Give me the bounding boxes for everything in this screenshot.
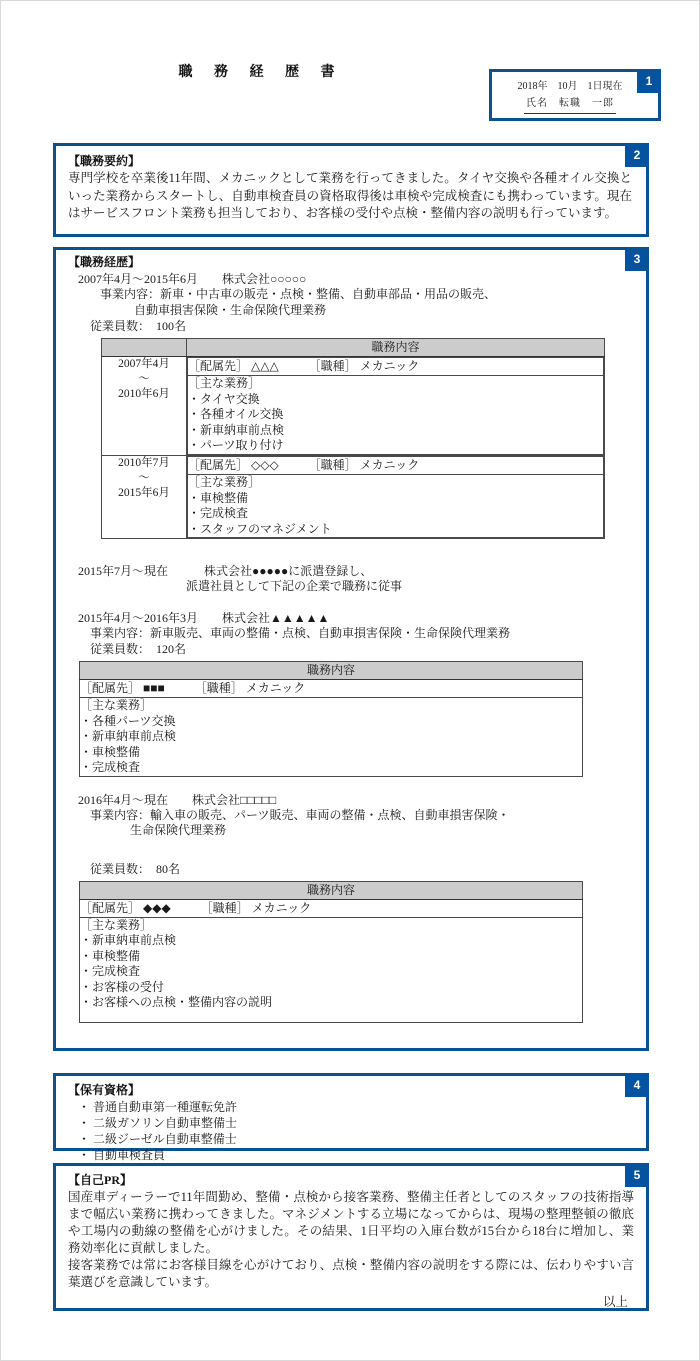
current-date: 2018年 10月 1日現在 bbox=[517, 81, 623, 92]
table-row bbox=[80, 680, 583, 698]
job1-business-line1: 事業内容：新車・中古車の販売・点検・整備、自動車部品・用品の販売、 bbox=[100, 287, 497, 301]
duty-table-header: 職務内容 bbox=[80, 662, 583, 680]
table-row bbox=[102, 456, 605, 539]
section-badge-4: 4 bbox=[625, 1073, 649, 1097]
table-row bbox=[80, 899, 583, 917]
job1-row2-assignment: ［配属先］ ◇◇◇ ［職種］ メカニック bbox=[188, 457, 604, 475]
dispatch-line2: 派遣社員として下記の企業で職務に従事 bbox=[186, 579, 403, 593]
table-row bbox=[102, 357, 605, 456]
job2-duty-table bbox=[79, 661, 583, 777]
dispatch-registration bbox=[68, 563, 636, 595]
job1-business-line2: 自動車損害保険・生命保険代理業務 bbox=[134, 302, 327, 317]
job1-employees: 従業員数： 100名 bbox=[90, 319, 187, 333]
duty-table-header: 職務内容 bbox=[187, 339, 605, 357]
self-pr-paragraph-2: 接客業務では常にお客様目線を心がけており、点検・整備内容の説明をする際には、伝わりやすい言葉選びを意識しています。 bbox=[68, 1258, 634, 1289]
duty-table-corner bbox=[102, 339, 187, 357]
job-summary-section bbox=[53, 143, 649, 237]
task-item: ・完成検査 bbox=[80, 964, 141, 978]
period-tilde: ～ bbox=[138, 472, 150, 484]
list-item: ・ 自動車検査員 bbox=[78, 1148, 166, 1162]
job2-period-company: 2015年4月～2016年3月 株式会社▲▲▲▲▲ bbox=[78, 610, 330, 625]
job3-assignment: ［配属先］ ◆◆◆ ［職種］ メカニック bbox=[80, 899, 583, 917]
period-start: 2010年7月 bbox=[118, 457, 170, 469]
tasks-label: ［主な業務］ bbox=[188, 475, 261, 489]
job1-row2-content bbox=[187, 456, 605, 539]
job1-row1-assignment: ［配属先］ △△△ ［職種］ メカニック bbox=[188, 358, 604, 376]
job1-period-company: 2007年4月～2015年6月 株式会社○○○○○ bbox=[78, 272, 307, 286]
task-item: ・タイヤ交換 bbox=[188, 391, 260, 406]
list-item: ・ 二級ジーゼル自動車整備士 bbox=[78, 1132, 237, 1146]
job3-duty-table bbox=[79, 881, 583, 1023]
job3-period-company: 2016年4月～現在 株式会社□□□□□ bbox=[78, 792, 277, 807]
summary-text: 専門学校を卒業後11年間、メカニックとして業務を行ってきました。タイヤ交換や各種オイル交換といった業務からスタートし、自動車検査員の資格取得後は車検や完成検査にも携わっています。現在はサービスフロント業務も担当しており、お客様の受付や点検・整備内容の説明も行っています。 bbox=[68, 171, 632, 220]
job-entry-3 bbox=[68, 792, 636, 1023]
task-item: ・新車納車前点検 bbox=[80, 729, 177, 743]
section-badge-2: 2 bbox=[625, 143, 649, 167]
period-start: 2007年4月 bbox=[118, 358, 170, 370]
task-item: ・お客様への点検・整備内容の説明 bbox=[80, 995, 273, 1009]
job2-tasks bbox=[80, 698, 583, 777]
task-item: ・車検整備 bbox=[80, 744, 141, 759]
section-badge-5: 5 bbox=[625, 1163, 649, 1187]
period-end: 2015年6月 bbox=[118, 487, 170, 499]
task-item: ・車検整備 bbox=[188, 490, 249, 505]
job2-business: 事業内容：新車販売、車両の整備・点検、自動車損害保険・生命保険代理業務 bbox=[90, 625, 511, 640]
task-item: ・お客様の受付 bbox=[80, 979, 165, 994]
period-end: 2010年6月 bbox=[118, 388, 170, 400]
job1-duty-table bbox=[101, 338, 605, 539]
task-item: ・完成検査 bbox=[188, 506, 249, 520]
self-pr-paragraph-1: 国産車ディーラーで11年間勤め、整備・点検から接客業務、整備主任者としてのスタッフの技術指導まで幅広い業務に携わってきました。マネジメントする立場になってからは、現場の整理整頓の徹底や工場内の動線の整備を心がけました。その結果、1日平均の入庫台数が15台から18台に増加し、業務効率化に貢献しました。 bbox=[68, 1190, 634, 1255]
job-entry-2 bbox=[68, 610, 636, 777]
self-pr-heading: 【自己PR】 bbox=[68, 1173, 132, 1187]
page-title: 職 務 経 歴 書 bbox=[178, 65, 344, 80]
job-entry-1 bbox=[68, 271, 636, 539]
history-heading: 【職務経歴】 bbox=[68, 255, 141, 269]
task-item: ・各種パーツ交換 bbox=[80, 713, 176, 728]
job1-row2-tasks bbox=[188, 475, 604, 538]
list-item: ・ 普通自動車第一種運転免許 bbox=[78, 1100, 238, 1114]
qualifications-section bbox=[53, 1073, 649, 1162]
task-item: ・新車納車前点検 bbox=[188, 422, 285, 437]
section-badge-3: 3 bbox=[625, 247, 649, 271]
job2-employees: 従業員数： 120名 bbox=[90, 642, 187, 656]
job1-row1-tasks bbox=[188, 376, 604, 455]
dispatch-line1: 2015年7月～現在 株式会社●●●●●に派遣登録し、 bbox=[78, 564, 373, 578]
table-header-row bbox=[80, 662, 583, 680]
summary-heading: 【職務要約】 bbox=[68, 154, 141, 168]
tasks-label: ［主な業務］ bbox=[80, 917, 153, 932]
task-item: ・各種オイル交換 bbox=[188, 407, 284, 421]
task-item: ・パーツ取り付け bbox=[188, 438, 284, 452]
section-badge-1: 1 bbox=[637, 69, 661, 93]
duty-table-header: 職務内容 bbox=[80, 881, 583, 899]
applicant-name: 氏名 転職 一郎 bbox=[524, 95, 616, 114]
task-item: ・車検整備 bbox=[80, 948, 141, 963]
job1-row1-content bbox=[187, 357, 605, 456]
task-item: ・スタッフのマネジメント bbox=[188, 521, 332, 536]
task-item: ・新車納車前点検 bbox=[80, 933, 177, 947]
job2-assignment: ［配属先］ ■■■ ［職種］ メカニック bbox=[80, 680, 583, 698]
table-row bbox=[80, 698, 583, 777]
self-pr-section bbox=[53, 1163, 649, 1311]
table-row bbox=[80, 917, 583, 1022]
tasks-label: ［主な業務］ bbox=[80, 698, 153, 712]
job3-employees: 従業員数： 80名 bbox=[90, 861, 181, 876]
tasks-label: ［主な業務］ bbox=[188, 376, 261, 390]
qualifications-heading: 【保有資格】 bbox=[68, 1083, 141, 1097]
list-item: ・ 二級ガソリン自動車整備士 bbox=[78, 1116, 238, 1130]
task-item: ・完成検査 bbox=[80, 760, 141, 774]
job1-row1-period bbox=[102, 357, 187, 456]
period-tilde: ～ bbox=[138, 373, 150, 385]
job1-row2-period bbox=[102, 456, 187, 539]
work-history-section bbox=[53, 247, 649, 1051]
date-name-box bbox=[489, 69, 661, 121]
job3-business-line1: 事業内容：輸入車の販売、パーツ販売、車両の整備・点検、自動車損害保険・ bbox=[90, 807, 510, 822]
table-header-row bbox=[80, 881, 583, 899]
qualifications-list bbox=[68, 1099, 634, 1163]
table-header-row bbox=[102, 339, 605, 357]
job3-tasks bbox=[80, 917, 583, 1022]
closing-text: 以上 bbox=[602, 1295, 628, 1309]
job3-business-line2: 生命保険代理業務 bbox=[130, 823, 227, 837]
